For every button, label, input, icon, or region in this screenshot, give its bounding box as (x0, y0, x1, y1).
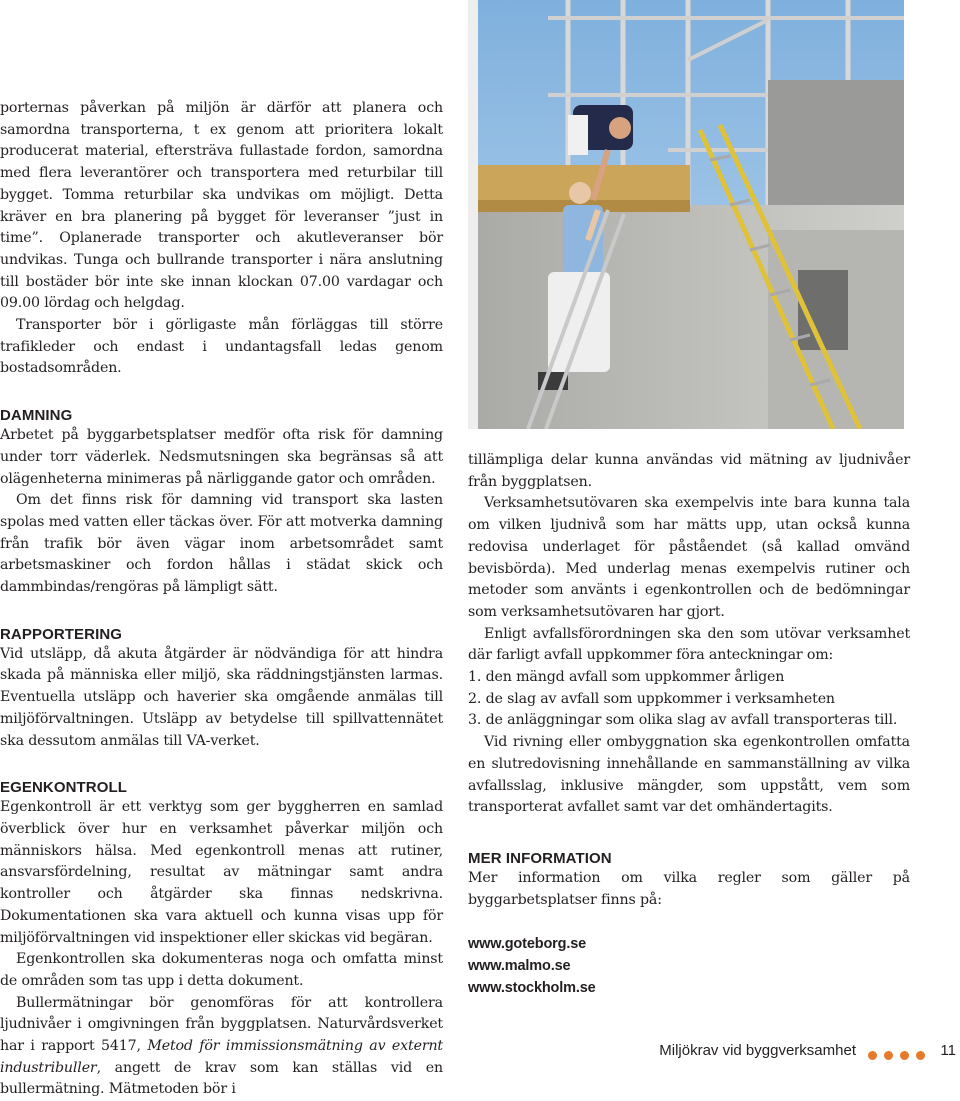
rapportering-heading: RAPPORTERING (0, 625, 123, 643)
list-item: 3. de anläggningar som olika slag av avfall transporteras till. (468, 712, 898, 729)
egenkontroll-paragraph-2: Egenkontrollen ska dokumenteras noga och omfatta minst de områden som tas upp i detta dokument. (0, 951, 443, 989)
dot-icon (884, 1051, 893, 1060)
rapportering-paragraph-1: Vid utsläpp, då akuta åtgärder är nödvändiga för att hindra skada på människa eller miljö, ska räddningstjänsten larmas. Eventuella utsläpp och haverier ska omgående anmälas till miljöförvaltningen. Utsläpp av betydelse till spillvattennätet ska dessutom anmälas till VA-verket. (0, 645, 443, 749)
list-item: 2. de slag av avfall som uppkommer i verksamheten (468, 690, 835, 707)
dot-icon (900, 1051, 909, 1060)
record-list (468, 667, 910, 732)
egenkontroll-p3-start: Bullermätningar bör genomföras för att kontrollera ljudnivåer i omgivningen från byggplatsen. Naturvårdsverket har i rapport 5417, (0, 994, 443, 1055)
link-list (468, 933, 910, 999)
dot-icon (868, 1051, 877, 1060)
egenkontroll-paragraph-1: Egenkontroll är ett verktyg som ger byggherren en samlad överblick över hur en verksamhet påverkar miljön och människors hälsa. Med egenkontroll menas att rutiner, ansvarsfördelning, resultat av mätningar samt andra kontroller och åtgärder ska finnas nedskrivna. Dokumentationen ska vara aktuell och kunna visas upp för miljöförvaltningen vid inspektioner eller skickas vid begäran. (0, 799, 443, 946)
egenkontroll-p3-end: , angett de krav som kan ställas vid en bullermätning. Mätmetoden bör i (0, 1059, 443, 1098)
report-title: Metod för immissionsmätning av externt industribuller (0, 1038, 443, 1076)
footer-document-title: Miljökrav vid byggverksamhet (659, 1042, 856, 1059)
right-paragraph-1: tillämpliga delar kunna användas vid mätning av ljudnivåer från byggplatsen. (468, 452, 910, 490)
right-paragraph-2: Verksamhetsutövaren ska exempelvis inte bara kunna tala om vilken ljudnivå som har mätts upp, utan också kunna redovisa underlaget för påståendet (så kallad omvänd bevisbörda). Med underlag menas exempelvis rutiner och metoder som använts i egenkontrollen och de bedömningar som verksamhetsutövaren har gjort. (468, 495, 910, 620)
right-paragraph-4: Vid rivning eller ombyggnation ska egenkontrollen omfatta en slutredovisning innehållande en sammanställning av vilka avfallsslag, inklusive mängder, som uppstått, vem som transporterat avfallet samt var det omhändertagits. (468, 734, 910, 816)
mer-information-heading: MER INFORMATION (468, 849, 612, 867)
damning-paragraph-2: Om det finns risk för damning vid transport ska lasten spolas med vatten eller täckas över. För att motverka damning från trafik bör även vägar inom arbetsområdet samt arbetsmaskiner och fordon hållas i städat skick och dammbindas/rengöras på lämpligt sätt. (0, 492, 443, 596)
footer-dots-decoration (868, 1047, 932, 1065)
list-item: 1. den mängd avfall som uppkommer årligen (468, 669, 785, 686)
mer-information-text: Mer information om vilka regler som gäller på byggarbetsplatser finns på: (468, 869, 910, 908)
dot-icon (916, 1051, 925, 1060)
page-footer (0, 1040, 960, 1062)
intro-paragraph-2: Transporter bör i görligaste mån förläggas till större trafikleder och endast i undantagsfall ledas genom bostadsområden. (0, 317, 443, 377)
damning-heading: DAMNING (0, 407, 73, 425)
link-goteborg[interactable]: www.goteborg.se (468, 936, 587, 953)
right-column (468, 450, 910, 999)
construction-photo (468, 0, 904, 429)
right-paragraph-3: Enligt avfallsförordningen ska den som utövar verksamhet där farligt avfall uppkommer föra anteckningar om: (468, 625, 910, 664)
intro-paragraph-1: porternas påverkan på miljön är därför att planera och samordna transporterna, t ex genom att prioritera lokalt producerat material, eftersträva fullastade fordon, samordna med flera leverantörer och transportera med returbilar till bygget. Tomma returbilar ska undvikas om möjligt. Detta kräver en bra planering på bygget för leveranser ”just in time”. Oplanerade transporter och akutleveranser bör undvikas. Tunga och bullrande transporter i nära anslutning till bostäder bör inte ske innan klockan 07.00 vardagar och 09.00 lördag och helgdag. (0, 100, 443, 312)
left-column (0, 98, 443, 1101)
link-malmo[interactable]: www.malmo.se (468, 958, 571, 975)
egenkontroll-heading: EGENKONTROLL (0, 779, 128, 797)
page-number: 11 (940, 1042, 956, 1059)
construction-photo-illustration (468, 0, 904, 429)
link-stockholm[interactable]: www.stockholm.se (468, 980, 596, 997)
damning-paragraph-1: Arbetet på byggarbetsplatser medför ofta risk för damning under torr väderlek. Nedsmutsningen ska begränsas så att olägenheterna minimeras på närliggande gator och områden. (0, 427, 443, 487)
